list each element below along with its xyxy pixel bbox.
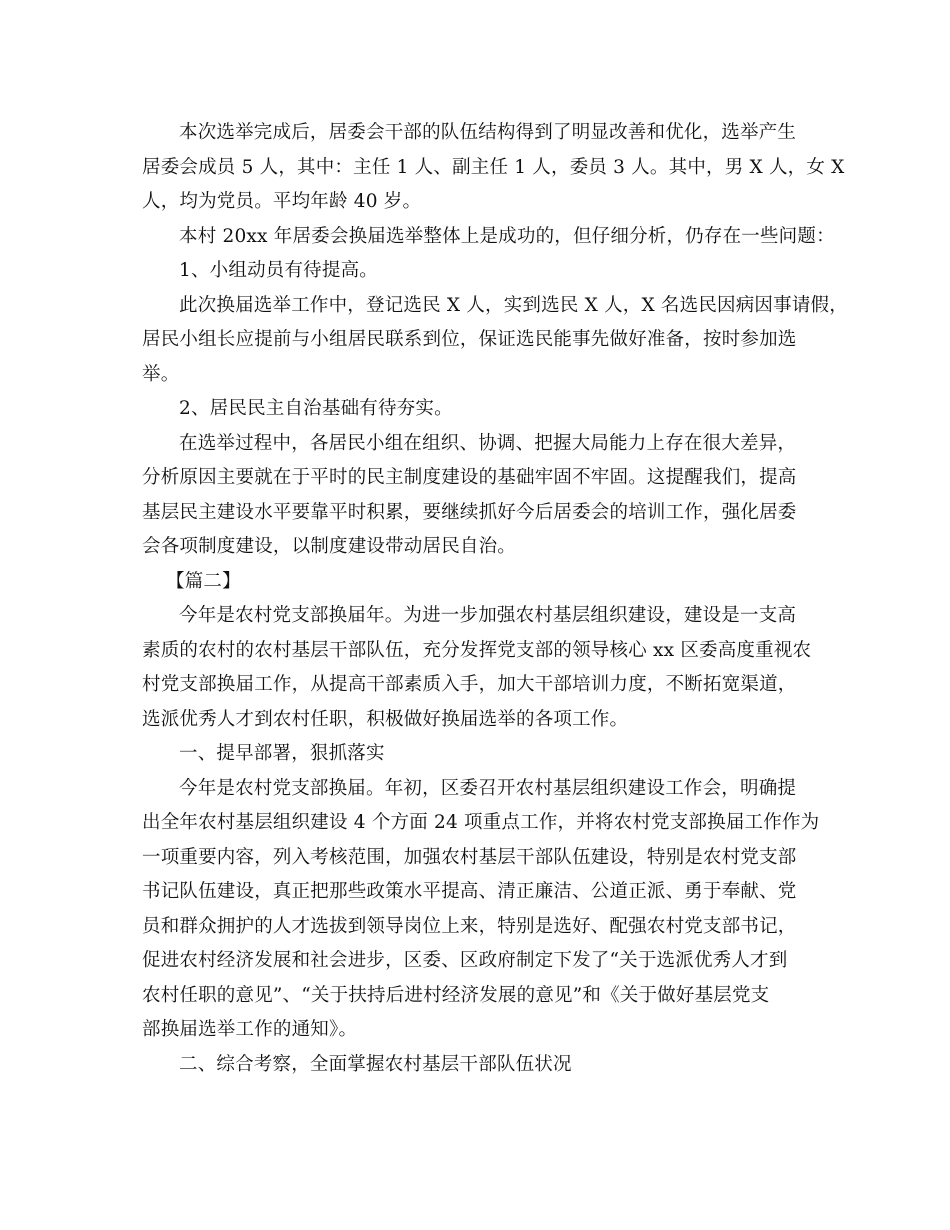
section-item: 1、小组动员有待提高。 [179, 260, 378, 281]
paragraph-line: 本次选举完成后，居委会干部的队伍结构得到了明显改善和优化，选举产生 [179, 122, 797, 143]
paragraph-line: 促进农村经济发展和社会进步，区委、区政府制定下发了“关于选派优秀人才到 [142, 950, 788, 971]
paragraph-line: 居委会成员 5 人，其中：主任 1 人、副主任 1 人，委员 3 人。其中，男 X 人，女 X [142, 156, 845, 178]
section-heading: 【篇二】 [166, 570, 241, 592]
paragraph-line: 书记队伍建设，真正把那些政策水平提高、清正廉洁、公道正派、勇于奉献、党 [142, 881, 797, 902]
paragraph-line: 分析原因主要就在于平时的民主制度建设的基础牢固不牢固。这提醒我们，提高 [142, 467, 797, 488]
paragraph-line: 此次换届选举工作中，登记选民 X 人，实到选民 X 人，X 名选民因病因事请假， [179, 294, 848, 316]
paragraph-line: 居民小组长应提前与小组居民联系到位，保证选民能事先做好准备，按时参加选 [142, 329, 797, 350]
paragraph-line: 在选举过程中，各居民小组在组织、协调、把握大局能力上存在很大差异， [179, 432, 797, 454]
paragraph-line: 农村任职的意见”、“关于扶持后进村经济发展的意见”和《关于做好基层党支 [142, 984, 770, 1006]
paragraph-line: 村党支部换届工作，从提高干部素质入手，加大干部培训力度，不断拓宽渠道， [142, 674, 797, 695]
paragraph-line: 会各项制度建设，以制度建设带动居民自治。 [142, 536, 517, 557]
section-item: 一、提早部署，狠抓落实 [179, 743, 385, 764]
paragraph-line: 一项重要内容，列入考核范围，加强农村基层干部队伍建设，特别是农村党支部 [142, 846, 797, 868]
paragraph-line: 员和群众拥护的人才选拔到领导岗位上来，特别是选好、配强农村党支部书记， [142, 915, 797, 937]
paragraph-line: 人，均为党员。平均年龄 40 岁。 [142, 191, 422, 212]
paragraph-line: 本村 20xx 年居委会换届选举整体上是成功的，但仔细分析，仍存在一些问题： [179, 225, 835, 247]
paragraph-line: 素质的农村的农村基层干部队伍，充分发挥党支部的领导核心 xx 区委高度重视农 [142, 639, 812, 661]
paragraph-line: 部换届选举工作的通知》。 [142, 1019, 358, 1040]
section-item: 2、居民民主自治基础有待夯实。 [179, 398, 453, 419]
section-item: 二、综合考察，全面掌握农村基层干部队伍状况 [179, 1053, 572, 1075]
paragraph-line: 今年是农村党支部换届年。为进一步加强农村基层组织建设，建设是一支高 [179, 605, 797, 626]
paragraph-line: 选派优秀人才到农村任职，积极做好换届选举的各项工作。 [142, 708, 629, 730]
paragraph-line: 基层民主建设水平要靠平时积累，要继续抓好今后居委会的培训工作，强化居委 [142, 501, 797, 523]
paragraph-line: 出全年农村基层组织建设 4 个方面 24 项重点工作，并将农村党支部换届工作作为 [142, 812, 820, 833]
paragraph-line: 举。 [142, 363, 180, 385]
paragraph-line: 今年是农村党支部换届。年初，区委召开农村基层组织建设工作会，明确提 [179, 777, 797, 799]
document-body [142, 116, 848, 1082]
